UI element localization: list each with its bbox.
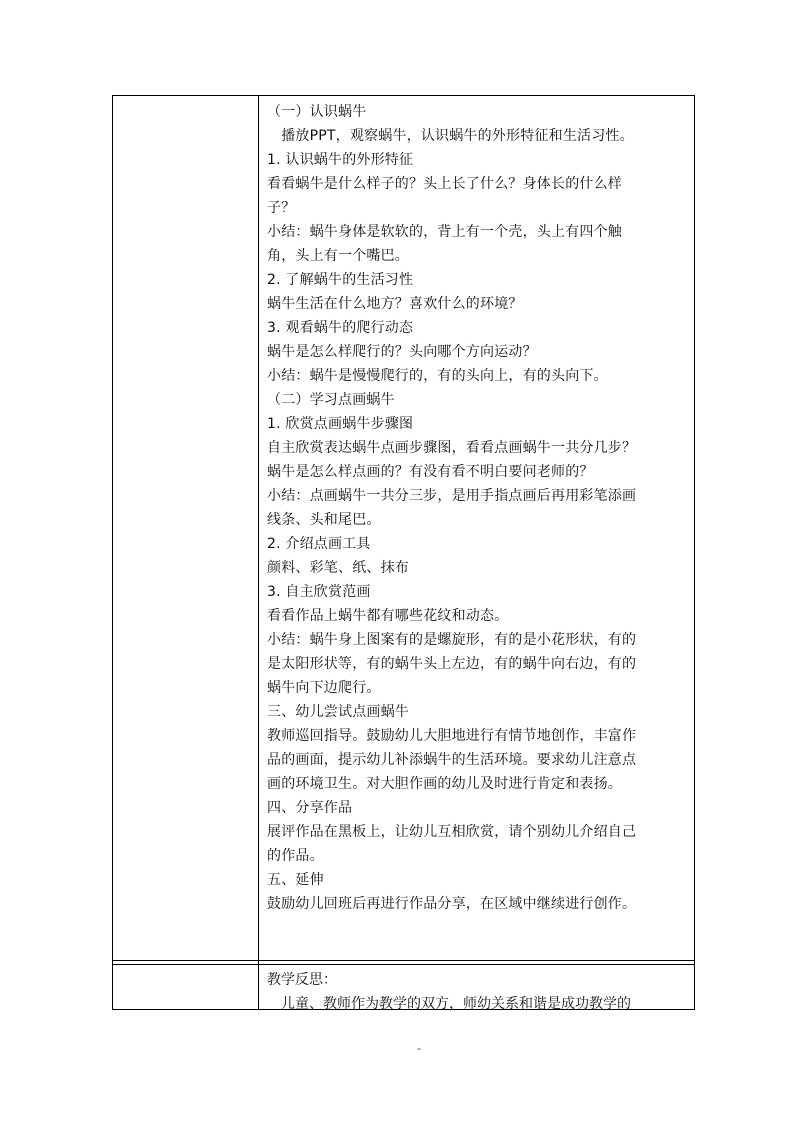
text-line: 蜗牛是怎么样点画的？有没有看不明白要问老师的？ <box>267 464 594 480</box>
page-footer-mark: - <box>417 1042 421 1055</box>
text-line: 3. 自主欣赏范画 <box>267 584 371 600</box>
text-line: 1. 认识蜗牛的外形特征 <box>267 152 414 168</box>
text-line: 播放PPT，观察蜗牛，认识蜗牛的外形特征和生活习性。 <box>267 128 634 144</box>
text-line: 小结：蜗牛身体是软软的，背上有一个壳，头上有四个触 <box>267 224 622 240</box>
text-line: 2. 了解蜗牛的生活习性 <box>267 272 414 288</box>
text-line: 2. 介绍点画工具 <box>267 536 371 552</box>
text-line: 蜗牛是怎么样爬行的？头向哪个方向运动？ <box>267 344 537 360</box>
text-line: 三、幼儿尝试点画蜗牛 <box>267 704 409 720</box>
text-line: 小结：点画蜗牛一共分三步，是用手指点画后再用彩笔添画 <box>267 488 637 504</box>
text-line: 展评作品在黑板上，让幼儿互相欣赏，请个别幼儿介绍自己 <box>267 824 637 840</box>
text-line: 鼓励幼儿回班后再进行作品分享，在区域中继续进行创作。 <box>267 896 637 912</box>
text-line: （二）学习点画蜗牛 <box>267 392 395 408</box>
text-line: 自主欣赏表达蜗牛点画步骤图，看看点画蜗牛一共分几步？ <box>267 440 637 456</box>
row-divider <box>113 960 694 961</box>
text-line: 1. 欣赏点画蜗牛步骤图 <box>267 416 414 432</box>
column-divider <box>258 96 259 1009</box>
text-line: 是太阳形状等，有的蜗牛头上左边，有的蜗牛向右边，有的 <box>267 656 637 672</box>
text-line: 看看作品上蜗牛都有哪些花纹和动态。 <box>267 608 509 624</box>
text-line: （一）认识蜗牛 <box>267 104 367 120</box>
text-line: 3. 观看蜗牛的爬行动态 <box>267 320 414 336</box>
text-line: 小结：蜗牛身上图案有的是螺旋形，有的是小花形状，有的 <box>267 632 637 648</box>
text-line: 四、分享作品 <box>267 800 353 816</box>
text-line: 线条、头和尾巴。 <box>267 512 381 528</box>
text-line: 角，头上有一个嘴巴。 <box>267 248 409 264</box>
text-line: 看看蜗牛是什么样子的？头上长了什么？身体长的什么样 <box>267 176 622 192</box>
lesson-content-cell <box>267 100 687 916</box>
text-line: 小结：蜗牛是慢慢爬行的，有的头向上，有的头向下。 <box>267 368 608 384</box>
reflection-text: 儿童、教师作为教学的双方，师幼关系和谐是成功教学的 <box>267 996 631 1012</box>
lesson-plan-table <box>112 95 695 1010</box>
reflection-cell <box>267 968 687 1016</box>
text-line: 蜗牛向下边爬行。 <box>267 680 381 696</box>
reflection-heading: 教学反思： <box>267 972 337 988</box>
row-divider-double <box>113 964 694 965</box>
text-line: 蜗牛生活在什么地方？喜欢什么的环境？ <box>267 296 523 312</box>
text-line: 五、延伸 <box>267 872 324 888</box>
text-line: 画的环境卫生。对大胆作画的幼儿及时进行肯定和表扬。 <box>267 776 622 792</box>
text-line: 颜料、彩笔、纸、抹布 <box>267 560 409 576</box>
text-line: 子？ <box>267 200 296 216</box>
text-line: 品的画面，提示幼儿补添蜗牛的生活环境。要求幼儿注意点 <box>267 752 637 768</box>
text-line: 教师巡回指导。鼓励幼儿大胆地进行有情节地创作，丰富作 <box>267 728 637 744</box>
text-line: 的作品。 <box>267 848 324 864</box>
